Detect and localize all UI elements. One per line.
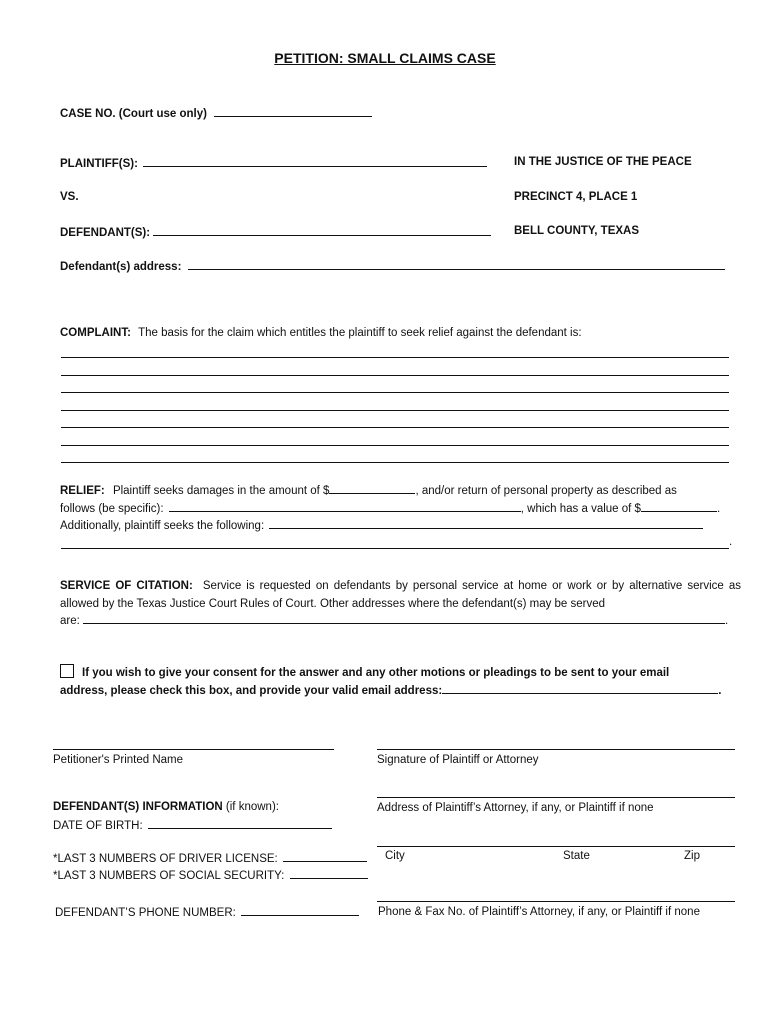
complaint-label: COMPLAINT: — [60, 327, 131, 339]
relief-text-value: , which has a value of $ — [520, 502, 641, 515]
complaint-line-2[interactable] — [61, 375, 729, 376]
relief-property-field[interactable] — [169, 501, 521, 512]
complaint-line-7[interactable] — [61, 462, 729, 463]
consent-text1: If you wish to give your consent for the answer and any other motions or pleadings to be sent to your email — [82, 667, 670, 679]
consent-text2: address, please check this box, and provide your valid email address: — [60, 685, 443, 697]
defendant-row — [60, 225, 491, 239]
city-state-zip-line[interactable] — [377, 846, 735, 847]
address-label: Address of Plaintiff’s Attorney, if any, or Plaintiff if none — [377, 802, 654, 814]
complaint-row — [60, 327, 582, 339]
service-text: Service is requested on defendants by personal service at home or work or by alternative service as allowed by the Texas Justice Court Rules of Court. Other addresses where the defendant(s) may be served — [60, 580, 741, 610]
plaintiff-field[interactable] — [143, 156, 487, 167]
zip-label: Zip — [684, 850, 700, 862]
ssn-field[interactable] — [290, 868, 368, 879]
complaint-text: The basis for the claim which entitles the plaintiff to seek relief against the defendant is: — [138, 327, 582, 339]
consent-checkbox[interactable] — [60, 664, 74, 678]
complaint-line-5[interactable] — [61, 427, 729, 428]
consent-email-field[interactable] — [442, 683, 718, 694]
relief-section — [60, 483, 741, 536]
relief-amount-field[interactable] — [329, 483, 415, 494]
relief-text-specific: follows (be specific): — [60, 502, 164, 515]
printed-name-line[interactable] — [53, 749, 334, 750]
service-label: SERVICE OF CITATION: — [60, 580, 193, 592]
dob-field[interactable] — [148, 818, 332, 829]
defendant-field[interactable] — [153, 225, 491, 236]
service-address-field[interactable] — [83, 613, 725, 624]
complaint-line-3[interactable] — [61, 392, 729, 393]
case-no-row — [60, 106, 372, 120]
consent-end: . — [718, 685, 722, 697]
dob-row — [53, 818, 332, 832]
defendant-info-heading — [53, 801, 279, 813]
phone-fax-line[interactable] — [377, 901, 735, 902]
defendant-address-row — [60, 259, 725, 273]
relief-additional-line-2[interactable] — [61, 548, 729, 549]
license-field[interactable] — [283, 851, 367, 862]
phone-fax-label: Phone & Fax No. of Plaintiff’s Attorney, if any, or Plaintiff if none — [378, 906, 700, 918]
defendant-phone-field[interactable] — [241, 905, 359, 916]
plaintiff-label: PLAINTIFF(S): — [60, 158, 138, 170]
defendant-phone-row — [55, 905, 359, 919]
defendant-info-label: DEFENDANT(S) INFORMATION — [53, 801, 223, 813]
case-no-label: CASE NO. (Court use only) — [60, 108, 207, 120]
relief-label: RELIEF: — [60, 485, 105, 497]
license-row — [53, 851, 367, 865]
city-label: City — [385, 850, 405, 862]
signature-label: Signature of Plaintiff or Attorney — [377, 754, 539, 766]
service-are-label: are: — [60, 615, 80, 627]
defendant-label: DEFENDANT(S): — [60, 227, 151, 239]
page-title: PETITION: SMALL CLAIMS CASE — [274, 50, 496, 66]
address-line[interactable] — [377, 797, 735, 798]
ssn-row — [53, 868, 368, 882]
service-end: . — [725, 615, 729, 627]
signature-line[interactable] — [377, 749, 735, 750]
court-line3: BELL COUNTY, TEXAS — [514, 225, 640, 237]
complaint-line-6[interactable] — [61, 445, 729, 446]
complaint-line-4[interactable] — [61, 410, 729, 411]
case-no-field[interactable] — [214, 106, 372, 117]
relief-text-amount: Plaintiff seeks damages in the amount of $ — [112, 485, 330, 497]
relief-value-end: . — [716, 502, 721, 515]
relief-text-additional: Additionally, plaintiff seeks the following: — [60, 520, 265, 532]
service-section — [60, 578, 741, 631]
defendant-address-label: Defendant(s) address: — [60, 261, 182, 273]
consent-section — [60, 664, 741, 700]
printed-name-label: Petitioner's Printed Name — [53, 754, 184, 766]
relief-additional-field[interactable] — [269, 518, 703, 529]
state-label: State — [563, 850, 590, 862]
relief-text-property: , and/or return of personal property as described as — [415, 485, 677, 497]
defendant-info-known: (if known): — [225, 801, 279, 813]
license-label: *LAST 3 NUMBERS OF DRIVER LICENSE: — [53, 853, 278, 865]
defendant-phone-label: DEFENDANT’S PHONE NUMBER: — [55, 907, 236, 919]
relief-end-period: . — [729, 536, 733, 548]
court-line1: IN THE JUSTICE OF THE PEACE — [514, 156, 692, 168]
complaint-line-1[interactable] — [61, 357, 729, 358]
dob-label: DATE OF BIRTH: — [53, 820, 143, 832]
vs-label: VS. — [60, 191, 79, 203]
defendant-address-field[interactable] — [188, 259, 725, 270]
plaintiff-row — [60, 156, 487, 170]
ssn-label: *LAST 3 NUMBERS OF SOCIAL SECURITY: — [53, 870, 285, 882]
court-line2: PRECINCT 4, PLACE 1 — [514, 191, 638, 203]
relief-value-field[interactable] — [641, 501, 717, 512]
